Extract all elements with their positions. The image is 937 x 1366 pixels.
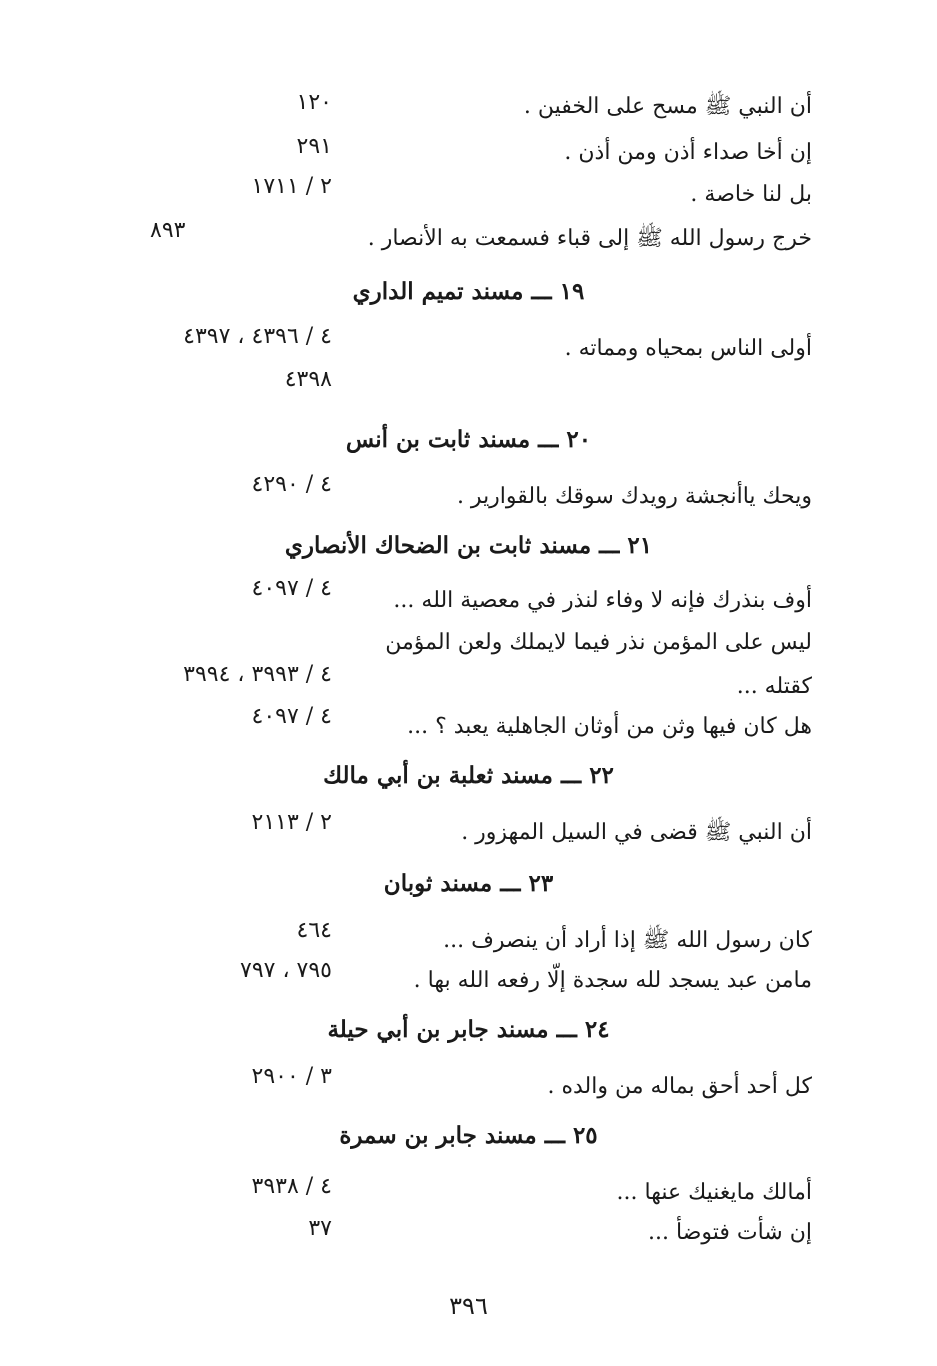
- hadith-entry-text: أوف بنذرك فإنه لا وفاء لنذر في معصية الله ...: [393, 588, 812, 613]
- hadith-entry-text: ليس على المؤمن نذر فيما لايملك ولعن المؤمن: [385, 630, 812, 655]
- hadith-entry-text-continued: كقتله ...: [736, 674, 812, 699]
- hadith-entry-ref: ٣٧: [308, 1216, 332, 1241]
- section-heading: ٢٢ ـــ مسند ثعلبة بن أبي مالك: [323, 762, 614, 789]
- hadith-entry-ref: ٤ / ٤٠٩٧: [251, 576, 332, 601]
- hadith-entry-text: بل لنا خاصة .: [690, 182, 812, 207]
- hadith-entry-ref: ٤ / ٤٢٩٠: [251, 472, 332, 497]
- hadith-entry-ref-continued: ٤٣٩٨: [284, 367, 332, 392]
- hadith-entry-ref: ٤ / ٣٩٣٨: [251, 1174, 332, 1199]
- hadith-entry-ref: ٤ / ٤٣٩٦ ، ٤٣٩٧: [183, 324, 332, 349]
- hadith-entry-text: أولى الناس بمحياه ومماته .: [564, 336, 812, 361]
- section-heading: ٢٠ ـــ مسند ثابت بن أنس: [345, 426, 592, 453]
- hadith-entry-ref: ٢ / ١٧١١: [251, 174, 332, 199]
- hadith-entry-ref: ٧٩٥ ، ٧٩٧: [240, 958, 332, 983]
- hadith-entry-text: أن النبي ﷺ مسح على الخفين .: [523, 94, 812, 119]
- hadith-entry-text: أمالك مايغنيك عنها ...: [616, 1180, 812, 1205]
- section-heading: ٢٤ ـــ مسند جابر بن أبي حيلة: [327, 1016, 610, 1043]
- hadith-entry-text: إن أخا صداء أذن ومن أذن .: [564, 140, 812, 165]
- hadith-entry-ref: ٣ / ٢٩٠٠: [251, 1064, 332, 1089]
- section-heading: ٢٥ ـــ مسند جابر بن سمرة: [339, 1122, 598, 1149]
- hadith-entry-ref: ٨٩٣: [150, 218, 186, 243]
- hadith-entry-ref: ٢ / ٢١١٣: [251, 810, 332, 835]
- hadith-entry-ref: ٤٦٤: [296, 918, 332, 943]
- hadith-entry-text: كان رسول الله ﷺ إذا أراد أن ينصرف ...: [443, 928, 812, 953]
- hadith-entry-text: إن شأت فتوضأ ...: [648, 1220, 812, 1245]
- hadith-entry-ref: ١٢٠: [296, 90, 332, 115]
- hadith-entry-text: هل كان فيها وثن من أوثان الجاهلية يعبد ؟ ...: [407, 714, 812, 739]
- section-heading: ١٩ ـــ مسند تميم الداري: [352, 278, 585, 305]
- hadith-entry-ref: ٤ / ٣٩٩٣ ، ٣٩٩٤: [183, 662, 332, 687]
- hadith-entry-ref: ٢٩١: [296, 134, 332, 159]
- hadith-entry-text: أن النبي ﷺ قضى في السيل المهزور .: [461, 820, 812, 845]
- section-heading: ٢٣ ـــ مسند ثوبان: [383, 870, 554, 897]
- page-number: ٣٩٦: [449, 1292, 488, 1320]
- hadith-entry-text: كل أحد أحق بماله من والده .: [547, 1074, 812, 1099]
- hadith-entry-text: ويحك ياأنجشة رويدك سوقك بالقوارير .: [456, 484, 812, 509]
- hadith-entry-text: مامن عبد يسجد لله سجدة إلّا رفعه الله بها .: [413, 968, 812, 993]
- section-heading: ٢١ ـــ مسند ثابت بن الضحاك الأنصاري: [284, 532, 653, 559]
- hadith-entry-text: خرج رسول الله ﷺ إلى قباء فسمعت به الأنصار .: [367, 226, 812, 251]
- hadith-entry-ref: ٤ / ٤٠٩٧: [251, 704, 332, 729]
